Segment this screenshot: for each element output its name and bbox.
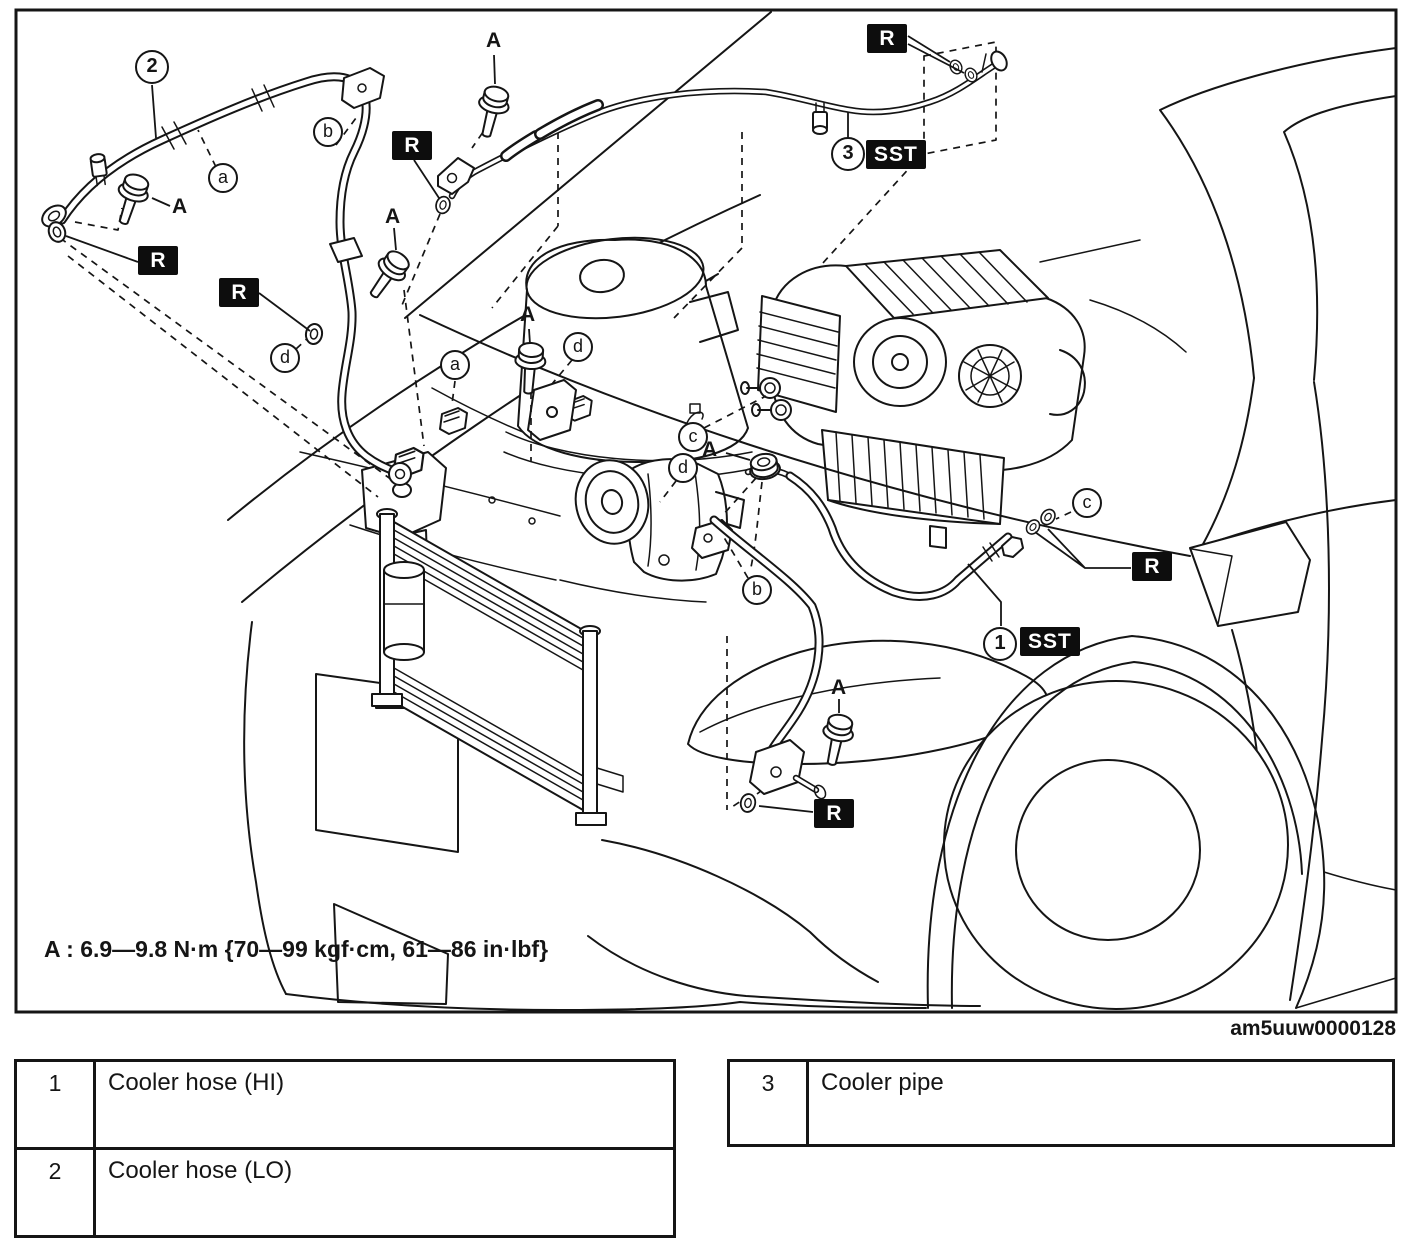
legend-table-right: [727, 1059, 1395, 1147]
replace-tag-5: R: [1132, 552, 1172, 581]
fastener-d-2: d: [563, 332, 593, 362]
legend-row-number: 2: [17, 1150, 96, 1235]
fastener-b-1: b: [313, 117, 343, 147]
replace-tag-1: R: [138, 246, 178, 275]
fastener-c-1: c: [678, 422, 708, 452]
condenser: [372, 509, 623, 825]
fastener-a-2: a: [440, 350, 470, 380]
torque-ref-a-6: A: [831, 676, 847, 699]
sst-tag-pipe: SST: [866, 140, 926, 169]
legend-row-number: 3: [730, 1062, 809, 1144]
torque-ref-a-4: A: [520, 303, 536, 326]
torque-ref-a-3: A: [486, 29, 502, 52]
legend-table-left: [14, 1059, 676, 1238]
pipe-bracket: [528, 380, 576, 440]
torque-ref-a-5: A: [702, 438, 718, 461]
replace-tag-6: R: [814, 799, 854, 828]
legend-row-number: 1: [17, 1062, 96, 1147]
replace-tag-3: R: [392, 131, 432, 160]
fastener-c-2: c: [1072, 488, 1102, 518]
receiver-drier: [384, 562, 424, 660]
legend-row-label: Cooler hose (HI): [108, 1069, 285, 1096]
callout-3-cooler-pipe: 3: [831, 137, 865, 171]
legend-row-2: [17, 1147, 673, 1235]
fastener-d-1: d: [270, 343, 300, 373]
fastener-d-3: d: [668, 453, 698, 483]
legend-row-1: [17, 1062, 673, 1147]
legend-row-label: Cooler pipe: [821, 1069, 944, 1096]
sst-tag-hose-hi: SST: [1020, 627, 1080, 656]
torque-ref-a-2: A: [385, 205, 401, 228]
torque-ref-a-1: A: [172, 195, 188, 218]
callout-1-cooler-hose-hi: 1: [983, 627, 1017, 661]
legend-row-3: [730, 1062, 1392, 1144]
fastener-b-2: b: [742, 575, 772, 605]
callout-2-cooler-hose-lo: 2: [135, 50, 169, 84]
legend-row-label: Cooler hose (LO): [108, 1157, 293, 1184]
replace-tag-4: R: [867, 24, 907, 53]
hvac-unit: [741, 250, 1085, 548]
torque-note: A : 6.9—9.8 N·m {70—99 kgf·cm, 61—86 in·lbf}: [44, 936, 549, 962]
fastener-a-1: a: [208, 163, 238, 193]
figure-id-watermark: am5uuw0000128: [1230, 1017, 1396, 1040]
replace-tag-2: R: [219, 278, 259, 307]
